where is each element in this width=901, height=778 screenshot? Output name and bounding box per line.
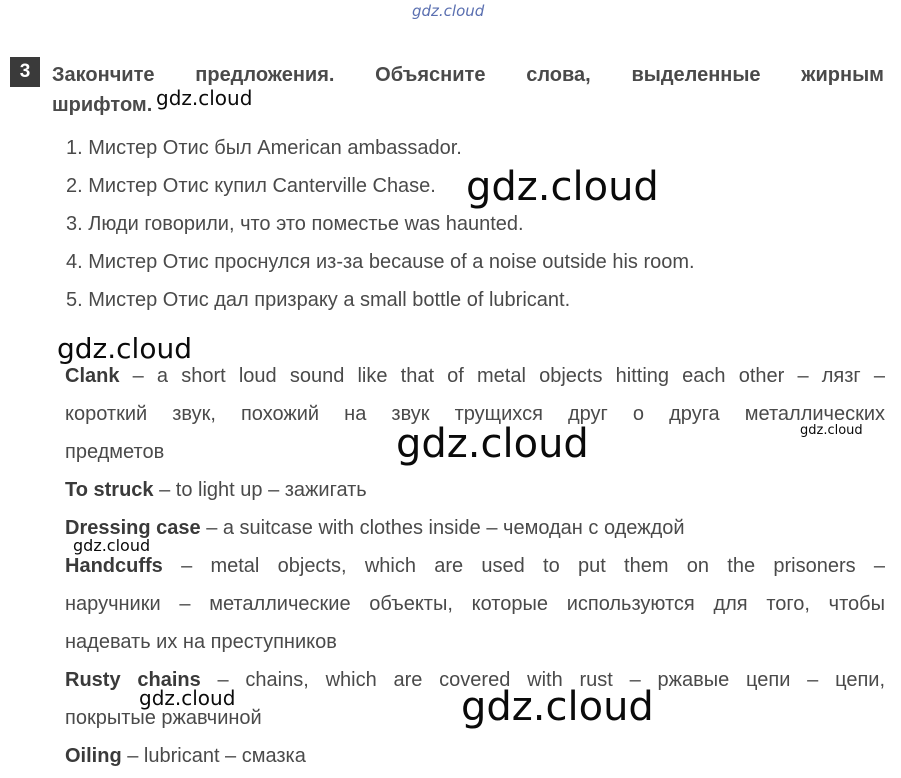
exercise-number: 3 bbox=[10, 57, 40, 87]
glossary-term: Clank bbox=[65, 365, 120, 387]
glossary-line: наручники – металлические объекты, которые используются для того, чтобы bbox=[65, 593, 885, 615]
glossary-entry-to-struck bbox=[65, 471, 885, 509]
glossary-line bbox=[65, 471, 885, 509]
list-item: 2. Мистер Отис купил Canterville Chase. bbox=[66, 175, 436, 197]
glossary-line: короткий звук, похожий на звук трущихся друг о друга металлических bbox=[65, 403, 885, 425]
instruction-word: предложения. bbox=[195, 64, 335, 86]
glossary-term: Handcuffs bbox=[65, 555, 163, 577]
list-item: 5. Мистер Отис дал призраку a small bottle of lubricant. bbox=[66, 289, 571, 311]
instruction-word: Объясните bbox=[375, 64, 486, 86]
glossary-line: надевать их на преступников bbox=[65, 631, 337, 653]
glossary-line: покрытые ржавчиной bbox=[65, 707, 262, 729]
list-item: 1. Мистер Отис был American ambassador. bbox=[66, 137, 462, 159]
glossary-term: To struck bbox=[65, 479, 154, 501]
glossary-entry-dressing-case bbox=[65, 509, 885, 547]
instruction-word: слова, bbox=[526, 64, 591, 86]
instruction-word: выделенные bbox=[631, 64, 761, 86]
list-item: 4. Мистер Отис проснулся из-за because of a noise outside his room. bbox=[66, 251, 695, 273]
glossary-line: предметов bbox=[65, 441, 165, 463]
watermark-top: gdz.cloud bbox=[412, 2, 485, 20]
glossary-line bbox=[65, 547, 885, 585]
instruction-word: жирным bbox=[801, 64, 884, 86]
glossary-definition: – chains, which are covered with rust – ржавые цепи – цепи, bbox=[200, 669, 886, 691]
glossary-entry-handcuffs bbox=[65, 547, 885, 661]
watermark: gdz.cloud bbox=[139, 686, 236, 710]
glossary-definition: – metal objects, which are used to put them on the prisoners – bbox=[162, 555, 885, 577]
instruction-line-2: шрифтом. bbox=[52, 94, 153, 116]
watermark: gdz.cloud bbox=[800, 423, 863, 438]
glossary-definition: – a short loud sound like that of metal objects hitting each other – лязг – bbox=[119, 365, 885, 387]
glossary-entry-oiling bbox=[65, 737, 885, 775]
watermark: gdz.cloud bbox=[466, 164, 659, 210]
glossary-definition: – a suitcase with clothes inside – чемодан с одеждой bbox=[200, 517, 685, 539]
glossary-term: Oiling bbox=[65, 745, 122, 767]
watermark: gdz.cloud bbox=[73, 536, 151, 555]
list-item: 3. Люди говорили, что это поместье was haunted. bbox=[66, 213, 524, 235]
glossary-term: Rusty chains bbox=[65, 669, 201, 691]
glossary-line bbox=[65, 737, 885, 775]
watermark: gdz.cloud bbox=[156, 86, 253, 110]
glossary-line bbox=[65, 509, 885, 547]
glossary-definition: – to light up – зажигать bbox=[153, 479, 367, 501]
sentence-list bbox=[66, 134, 695, 324]
glossary-definition: – lubricant – смазка bbox=[121, 745, 306, 767]
instruction-word: Закончите bbox=[52, 64, 155, 86]
watermark: gdz.cloud bbox=[461, 684, 654, 730]
watermark: gdz.cloud bbox=[57, 332, 192, 365]
watermark: gdz.cloud bbox=[396, 421, 589, 467]
glossary-term: Dressing case bbox=[65, 517, 201, 539]
